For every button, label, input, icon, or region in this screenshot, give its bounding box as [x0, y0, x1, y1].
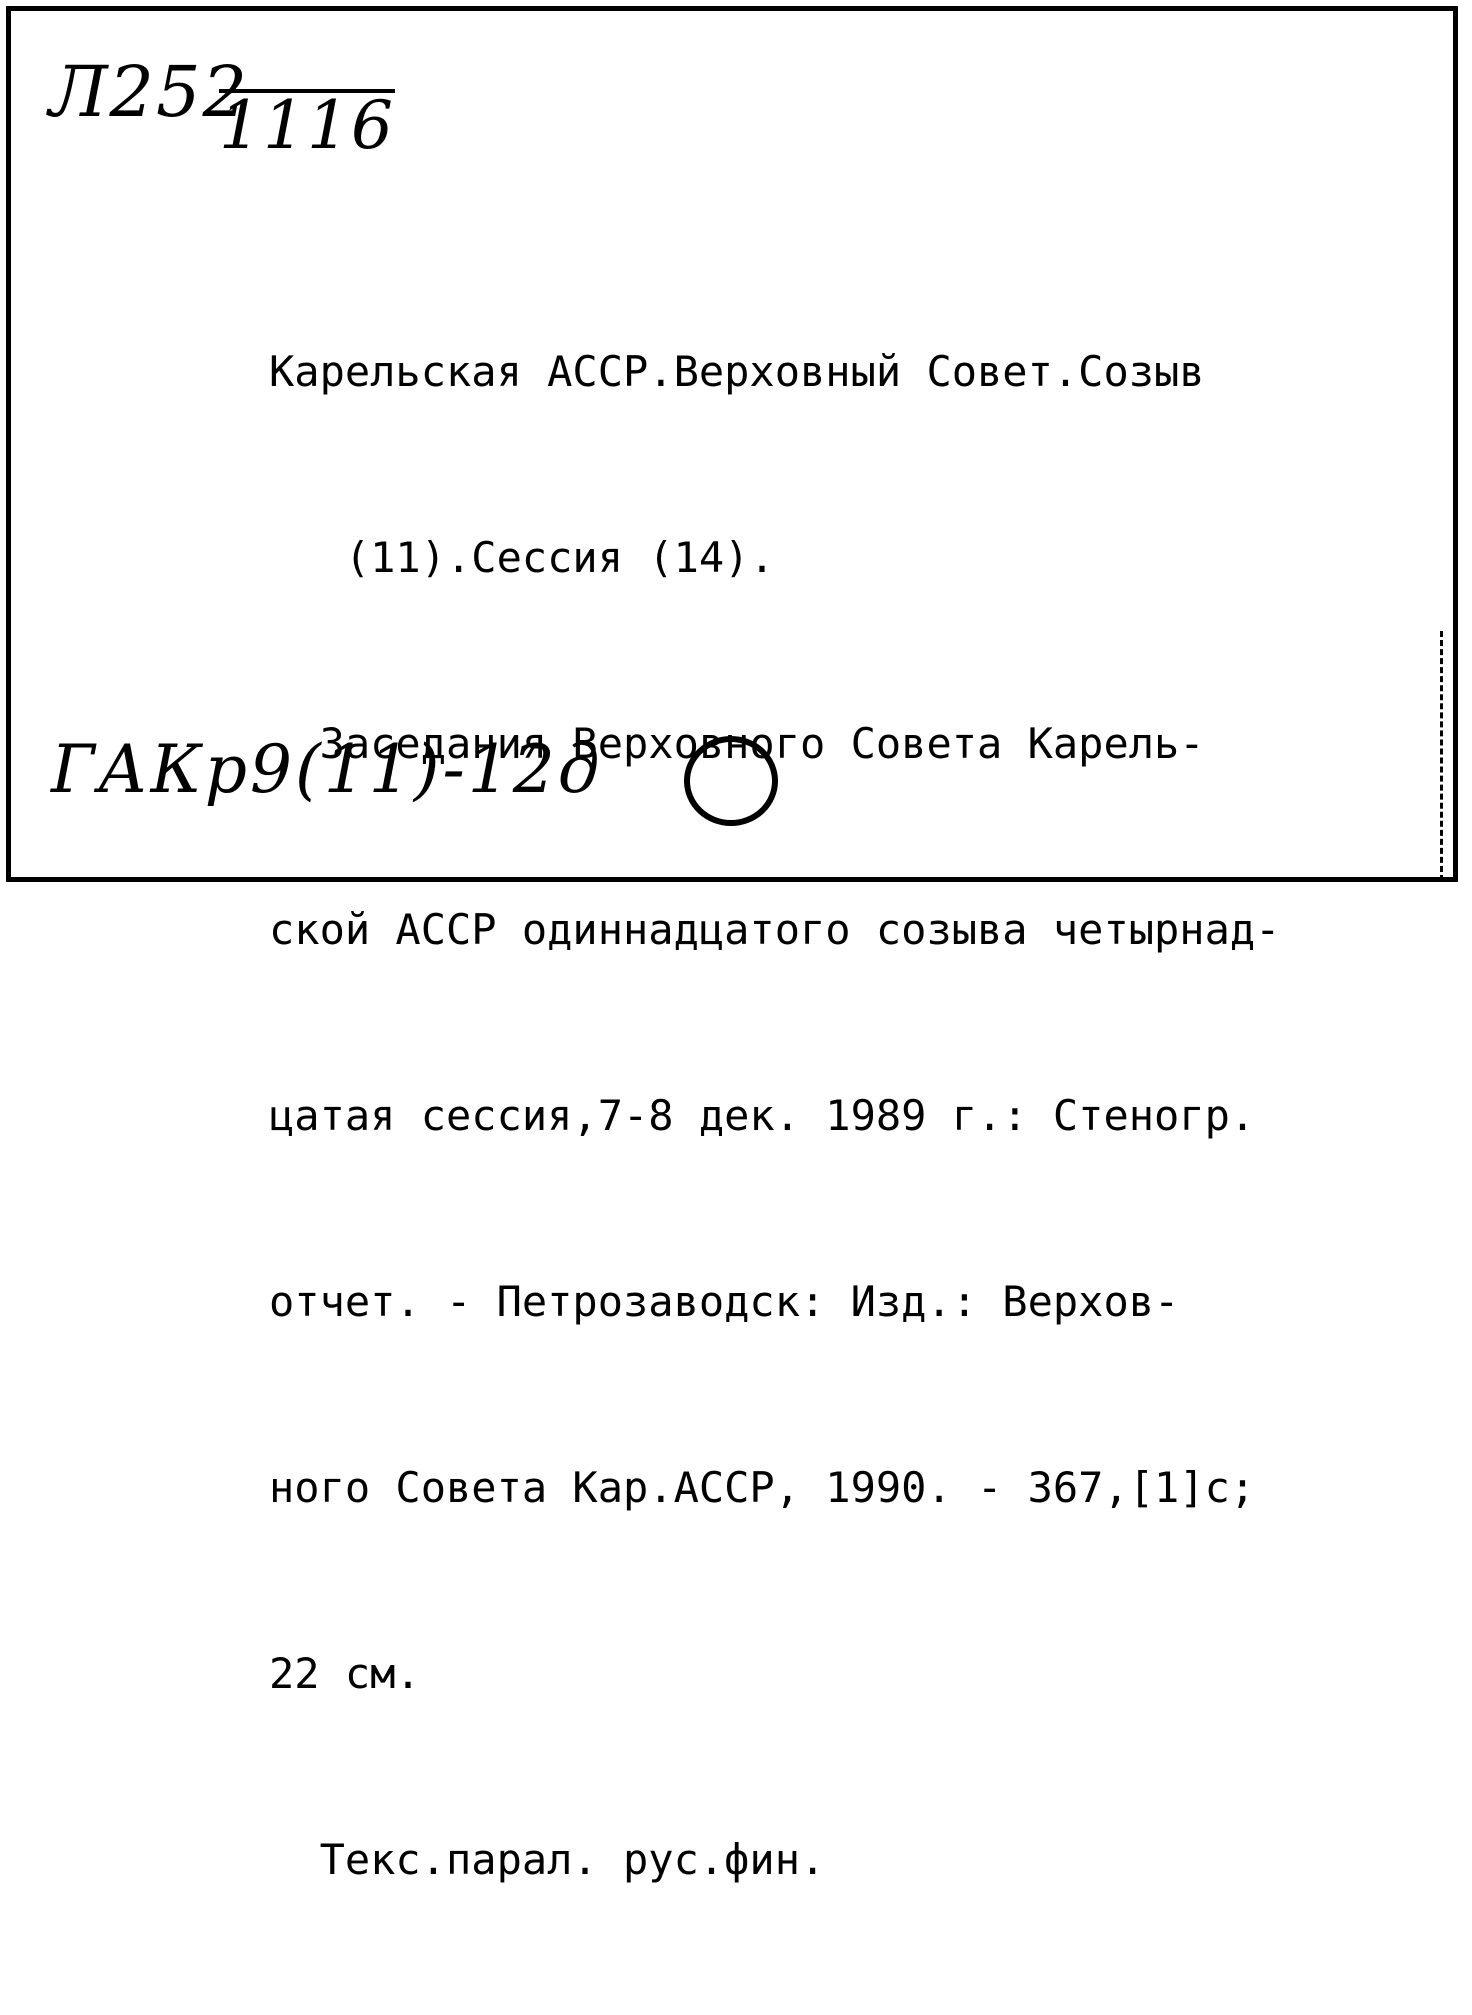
- entry-line: 22 см.: [269, 1649, 421, 1698]
- entry-line: отчет. - Петрозаводск: Изд.: Верхов-: [269, 1277, 1180, 1326]
- entry-line: ской АССР одиннадцатого созыва четырнад-: [269, 905, 1281, 954]
- card-edge-dashes: [1440, 631, 1443, 881]
- punch-hole-circle: [681, 731, 781, 831]
- entry-line: Текс.парал. рус.фин.: [269, 1835, 826, 1884]
- entry-line: ного Совета Кар.АССР, 1990. - 367,[1]с;: [269, 1463, 1256, 1512]
- bibliographic-entry: [269, 217, 1449, 2015]
- entry-line: цатая сессия,7-8 дек. 1989 г.: Стеногр.: [269, 1091, 1256, 1140]
- shelf-mark-bottom: 1116: [219, 87, 395, 164]
- catalog-card: [6, 6, 1458, 1884]
- classification-code: ГАКр9(11)-12д: [51, 731, 603, 808]
- entry-line: (11).Сессия (14).: [269, 533, 775, 582]
- entry-line: Заседания Верховного Совета Карель-: [269, 719, 1205, 768]
- shelf-mark-top: Л252: [49, 51, 250, 133]
- entry-line: Карельская АССР.Верховный Совет.Созыв: [269, 347, 1205, 396]
